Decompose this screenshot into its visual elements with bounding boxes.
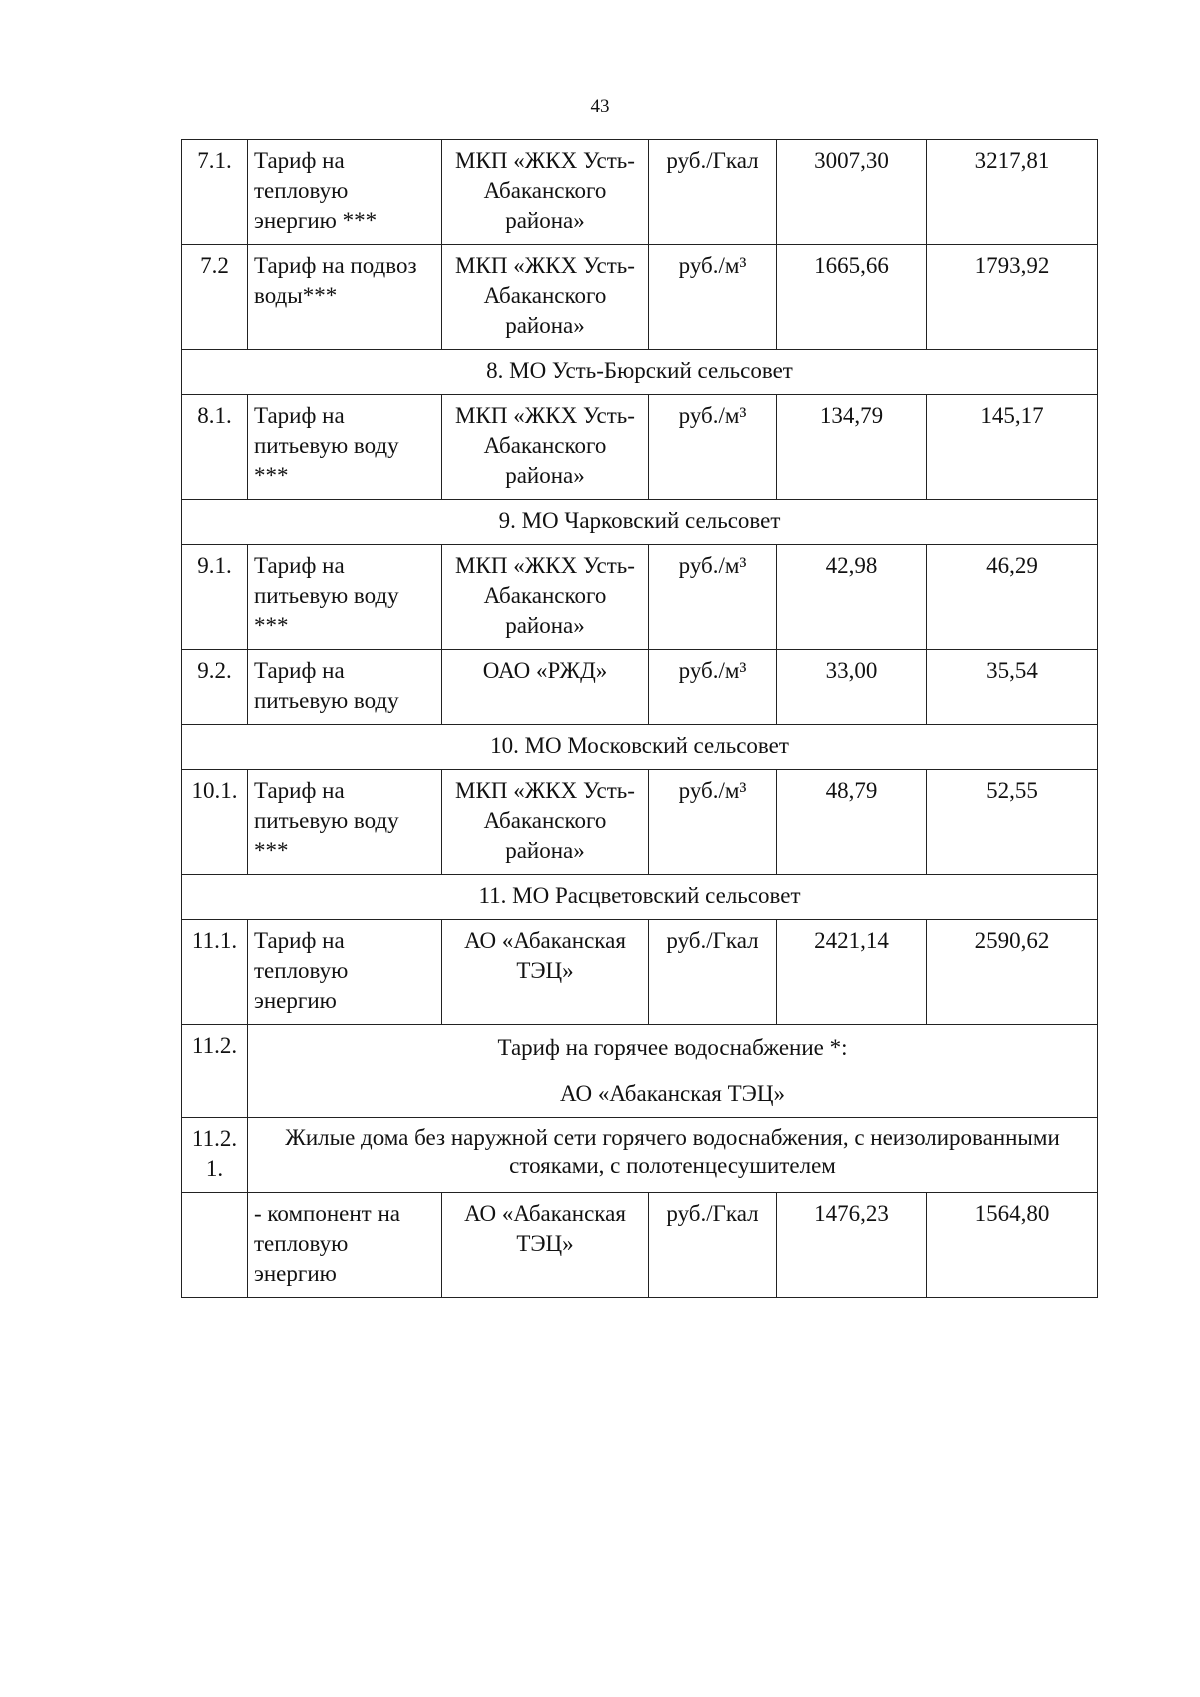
organization-cell: АО «Абаканская ТЭЦ»	[442, 1193, 649, 1298]
item-number-cell: 11.2.	[182, 1025, 248, 1118]
tariff-value-1-cell: 2421,14	[777, 920, 927, 1025]
subsection-title-cell	[248, 1025, 1098, 1118]
tariff-row	[182, 245, 1098, 350]
item-number-cell: 11.2. 1.	[182, 1118, 248, 1193]
section-title: 8. МО Усть-Бюрский сельсовет	[182, 350, 1098, 395]
unit-cell: руб./м³	[649, 245, 777, 350]
tariff-row	[182, 140, 1098, 245]
section-title: 9. МО Чарковский сельсовет	[182, 500, 1098, 545]
subsection-description-cell: Жилые дома без наружной сети горячего водоснабжения, с неизолированными стояками, с полотенцесушителем	[248, 1118, 1098, 1193]
item-number-cell: 8.1.	[182, 395, 248, 500]
item-number-cell: 7.2	[182, 245, 248, 350]
tariff-value-2-cell: 52,55	[927, 770, 1098, 875]
tariff-value-1-cell: 3007,30	[777, 140, 927, 245]
item-number-cell: 11.1.	[182, 920, 248, 1025]
subsection-title-line: Тариф на горячее водоснабжение *:	[497, 1035, 848, 1060]
tariff-row	[182, 650, 1098, 725]
tariff-table-body	[182, 140, 1098, 1298]
organization-cell: МКП «ЖКХ Усть-Абаканского района»	[442, 140, 649, 245]
tariff-table	[181, 139, 1098, 1298]
tariff-name-cell: Тариф на тепловую энергию	[248, 920, 442, 1025]
tariff-name-cell: - компонент на тепловую энергию	[248, 1193, 442, 1298]
subsection-title-row	[182, 1025, 1098, 1118]
section-title: 11. МО Расцветовский сельсовет	[182, 875, 1098, 920]
subsection-description-row	[182, 1118, 1098, 1193]
tariff-name-cell: Тариф на питьевую воду ***	[248, 395, 442, 500]
unit-cell: руб./м³	[649, 650, 777, 725]
unit-cell: руб./м³	[649, 395, 777, 500]
section-title: 10. МО Московский сельсовет	[182, 725, 1098, 770]
tariff-value-1-cell: 134,79	[777, 395, 927, 500]
tariff-value-2-cell: 145,17	[927, 395, 1098, 500]
page-number: 43	[590, 96, 610, 117]
tariff-row	[182, 1193, 1098, 1298]
unit-cell: руб./м³	[649, 770, 777, 875]
tariff-value-2-cell: 35,54	[927, 650, 1098, 725]
tariff-name-cell: Тариф на питьевую воду ***	[248, 770, 442, 875]
tariff-row	[182, 545, 1098, 650]
tariff-value-2-cell: 1793,92	[927, 245, 1098, 350]
tariff-value-1-cell: 1476,23	[777, 1193, 927, 1298]
tariff-value-2-cell: 1564,80	[927, 1193, 1098, 1298]
tariff-name-cell: Тариф на питьевую воду	[248, 650, 442, 725]
tariff-value-2-cell: 2590,62	[927, 920, 1098, 1025]
tariff-name-cell: Тариф на подвоз воды***	[248, 245, 442, 350]
item-number-cell: 7.1.	[182, 140, 248, 245]
section-header-row	[182, 875, 1098, 920]
organization-cell: МКП «ЖКХ Усть-Абаканского района»	[442, 395, 649, 500]
tariff-row	[182, 395, 1098, 500]
organization-cell: МКП «ЖКХ Усть-Абаканского района»	[442, 245, 649, 350]
tariff-value-2-cell: 46,29	[927, 545, 1098, 650]
tariff-name-cell: Тариф на питьевую воду ***	[248, 545, 442, 650]
unit-cell: руб./Гкал	[649, 1193, 777, 1298]
organization-cell: АО «Абаканская ТЭЦ»	[442, 920, 649, 1025]
tariff-row	[182, 920, 1098, 1025]
tariff-value-1-cell: 33,00	[777, 650, 927, 725]
tariff-value-1-cell: 1665,66	[777, 245, 927, 350]
unit-cell: руб./Гкал	[649, 920, 777, 1025]
item-number-cell: 9.2.	[182, 650, 248, 725]
unit-cell: руб./м³	[649, 545, 777, 650]
tariff-value-2-cell: 3217,81	[927, 140, 1098, 245]
item-number-cell: 9.1.	[182, 545, 248, 650]
tariff-name-cell: Тариф на тепловую энергию ***	[248, 140, 442, 245]
organization-cell: ОАО «РЖД»	[442, 650, 649, 725]
section-header-row	[182, 725, 1098, 770]
tariff-row	[182, 770, 1098, 875]
tariff-value-1-cell: 48,79	[777, 770, 927, 875]
organization-cell: МКП «ЖКХ Усть-Абаканского района»	[442, 545, 649, 650]
subsection-organization-line: АО «Абаканская ТЭЦ»	[560, 1081, 785, 1106]
tariff-value-1-cell: 42,98	[777, 545, 927, 650]
unit-cell: руб./Гкал	[649, 140, 777, 245]
section-header-row	[182, 350, 1098, 395]
item-number-cell: 10.1.	[182, 770, 248, 875]
organization-cell: МКП «ЖКХ Усть-Абаканского района»	[442, 770, 649, 875]
section-header-row	[182, 500, 1098, 545]
item-number-cell	[182, 1193, 248, 1298]
